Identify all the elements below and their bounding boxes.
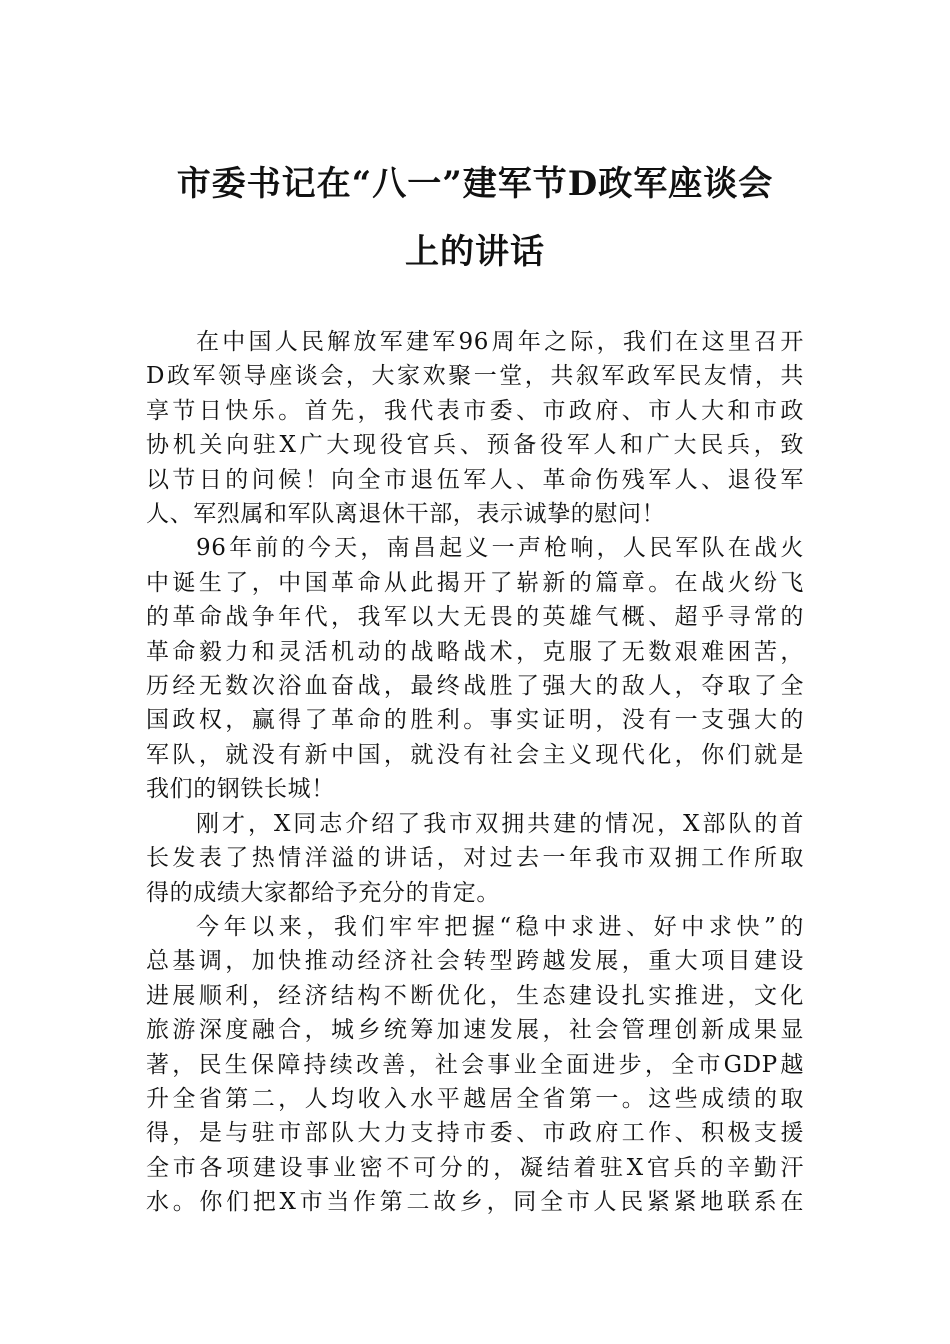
paragraph-line: 历经无数次浴血奋战，最终战胜了强大的敌人，夺取了全 <box>146 673 804 700</box>
paragraph-line: 人、军烈属和军队离退休干部，表示诚挚的慰问！ <box>146 501 666 528</box>
paragraph-line: D政军领导座谈会，大家欢聚一堂，共叙军政军民友情，共 <box>146 363 804 390</box>
paragraph-line: 刚才，X同志介绍了我市双拥共建的情况，X部队的首 <box>196 810 804 837</box>
paragraph-line: 协机关向驻X广大现役官兵、预备役军人和广大民兵，致 <box>146 432 804 459</box>
paragraph-line: 我们的钢铁长城！ <box>146 776 335 803</box>
paragraph-1 <box>146 325 804 531</box>
paragraph-line: 国政权，赢得了革命的胜利。事实证明，没有一支强大的 <box>146 707 804 734</box>
paragraph-line: 升全省第二，人均收入水平越居全省第一。这些成绩的取 <box>146 1085 804 1112</box>
paragraph-line: 全市各项建设事业密不可分的，凝结着驻X官兵的辛勤汗 <box>146 1154 804 1181</box>
paragraph-line: 得，是与驻市部队大力支持市委、市政府工作、积极支援 <box>146 1120 804 1147</box>
paragraph-line: 在中国人民解放军建军96周年之际，我们在这里召开 <box>196 329 804 355</box>
paragraph-3 <box>146 807 804 910</box>
page-title <box>140 150 810 286</box>
paragraph-line: 总基调，加快推动经济社会转型跨越发展，重大项目建设 <box>146 948 804 975</box>
paragraph-line: 96年前的今天，南昌起义一声枪响，人民军队在战火 <box>196 535 804 562</box>
paragraph-line: 中诞生了，中国革命从此揭开了崭新的篇章。在战火纷飞 <box>146 569 804 596</box>
paragraph-line: 水。你们把X市当作第二故乡，同全市人民紧紧地联系在 <box>146 1189 804 1216</box>
title-line-1: 市委书记在“八一”建军节D政军座谈会 <box>176 164 774 204</box>
paragraph-line: 的革命战争年代，我军以大无畏的英雄气概、超乎寻常的 <box>146 604 804 631</box>
paragraph-2 <box>146 531 804 806</box>
paragraph-line: 以节日的问候！向全市退伍军人、革命伤残军人、退役军 <box>146 466 804 493</box>
paragraph-line: 享节日快乐。首先，我代表市委、市政府、市人大和市政 <box>146 397 804 424</box>
paragraph-line: 军队，就没有新中国，就没有社会主义现代化，你们就是 <box>146 741 804 768</box>
paragraph-line: 著，民生保障持续改善，社会事业全面进步，全市GDP越 <box>146 1051 804 1078</box>
paragraph-line: 进展顺利，经济结构不断优化，生态建设扎实推进，文化 <box>146 982 804 1009</box>
title-line-2: 上的讲话 <box>405 232 545 272</box>
paragraph-line: 旅游深度融合，城乡统筹加速发展，社会管理创新成果显 <box>146 1017 804 1044</box>
paragraph-line: 得的成绩大家都给予充分的肯定。 <box>146 879 500 906</box>
paragraph-line: 今年以来，我们牢牢把握“稳中求进、好中求快”的 <box>196 913 804 940</box>
paragraph-4 <box>146 910 804 1220</box>
paragraph-line: 长发表了热情洋溢的讲话，对过去一年我市双拥工作所取 <box>146 845 804 872</box>
document-body <box>146 325 804 1220</box>
paragraph-line: 革命毅力和灵活机动的战略战术，克服了无数艰难困苦， <box>146 638 804 665</box>
